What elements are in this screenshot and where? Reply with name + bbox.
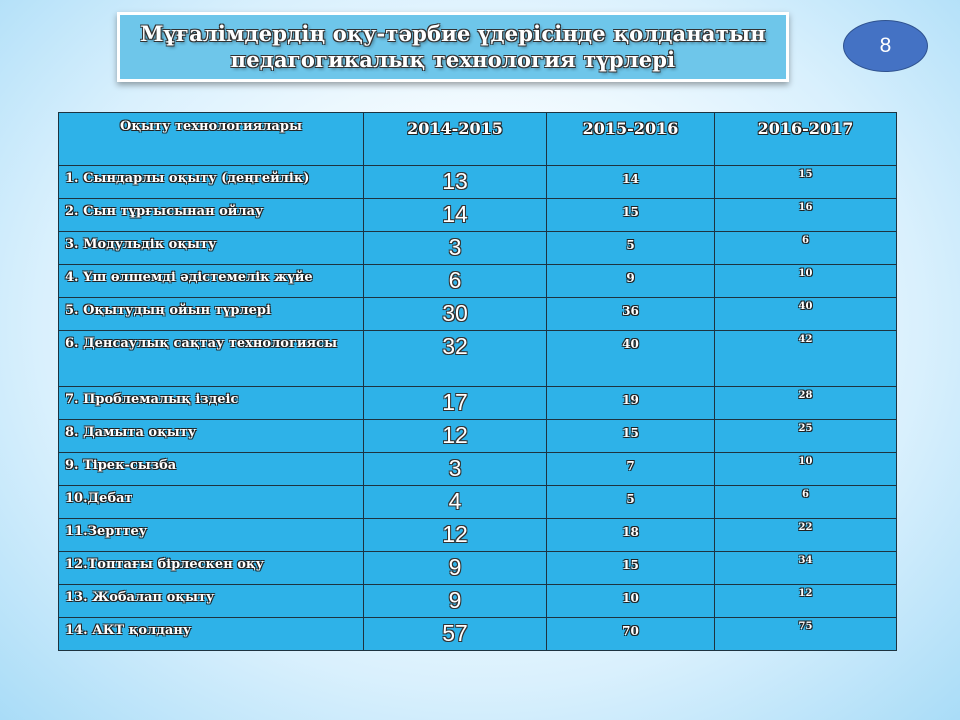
value-2015-2016: 18	[547, 519, 715, 552]
value-2016-2017: 10	[715, 265, 897, 298]
value-2016-2017: 75	[715, 618, 897, 651]
value-2014-2015: 6	[364, 265, 547, 298]
row-name: 12.Топтағы бірлескен оқу	[59, 552, 364, 585]
slide-title-box	[117, 12, 789, 82]
table-header-row	[59, 113, 897, 166]
table-row	[59, 166, 897, 199]
value-2015-2016: 15	[547, 420, 715, 453]
value-2015-2016: 19	[547, 387, 715, 420]
table-row	[59, 486, 897, 519]
value-2014-2015: 14	[364, 199, 547, 232]
value-2014-2015: 17	[364, 387, 547, 420]
table-row	[59, 199, 897, 232]
row-name: 7. Проблемалық іздеіс	[59, 387, 364, 420]
header-2015-2016: 2015-2016	[547, 113, 715, 166]
row-name: 6. Денсаулық сақтау технологиясы	[59, 331, 364, 387]
value-2016-2017: 42	[715, 331, 897, 387]
value-2016-2017: 16	[715, 199, 897, 232]
value-2015-2016: 36	[547, 298, 715, 331]
table-row	[59, 585, 897, 618]
header-2014-2015: 2014-2015	[364, 113, 547, 166]
row-name: 4. Үш өлшемді әдістемелік жүйе	[59, 265, 364, 298]
table-row	[59, 232, 897, 265]
row-name: 1. Сындарлы оқыту (деңгейлік)	[59, 166, 364, 199]
header-technologies: Оқыту технологиялары	[59, 113, 364, 166]
value-2015-2016: 40	[547, 331, 715, 387]
row-name: 11.Зерттеу	[59, 519, 364, 552]
value-2015-2016: 5	[547, 232, 715, 265]
value-2016-2017: 25	[715, 420, 897, 453]
value-2016-2017: 22	[715, 519, 897, 552]
value-2015-2016: 10	[547, 585, 715, 618]
value-2014-2015: 30	[364, 298, 547, 331]
slide-title-line-2: педагогикалық технология түрлері	[230, 47, 676, 72]
table-row	[59, 265, 897, 298]
value-2015-2016: 14	[547, 166, 715, 199]
table-row	[59, 420, 897, 453]
table-row	[59, 552, 897, 585]
row-name: 14. АКТ қолдану	[59, 618, 364, 651]
value-2014-2015: 3	[364, 232, 547, 265]
page-number-badge: 8	[843, 20, 928, 72]
value-2015-2016: 15	[547, 552, 715, 585]
table-row	[59, 387, 897, 420]
value-2015-2016: 15	[547, 199, 715, 232]
value-2016-2017: 34	[715, 552, 897, 585]
value-2016-2017: 40	[715, 298, 897, 331]
value-2014-2015: 12	[364, 519, 547, 552]
value-2015-2016: 9	[547, 265, 715, 298]
value-2014-2015: 57	[364, 618, 547, 651]
value-2014-2015: 3	[364, 453, 547, 486]
value-2014-2015: 9	[364, 585, 547, 618]
value-2016-2017: 28	[715, 387, 897, 420]
value-2015-2016: 7	[547, 453, 715, 486]
value-2014-2015: 4	[364, 486, 547, 519]
value-2016-2017: 10	[715, 453, 897, 486]
row-name: 13. Жобалап оқыту	[59, 585, 364, 618]
value-2014-2015: 13	[364, 166, 547, 199]
slide-title-line-1: Мұғалімдердің оқу-тәрбие үдерісінде қолданатын	[140, 21, 766, 46]
row-name: 5. Оқытудың ойын түрлері	[59, 298, 364, 331]
table-row	[59, 298, 897, 331]
row-name: 8. Дамыта оқыту	[59, 420, 364, 453]
row-name: 3. Модульдік оқыту	[59, 232, 364, 265]
technology-table	[58, 112, 897, 651]
value-2016-2017: 6	[715, 232, 897, 265]
row-name: 9. Тірек-сызба	[59, 453, 364, 486]
value-2014-2015: 9	[364, 552, 547, 585]
value-2016-2017: 15	[715, 166, 897, 199]
table-row	[59, 519, 897, 552]
table-row	[59, 331, 897, 387]
value-2016-2017: 6	[715, 486, 897, 519]
row-name: 2. Сын тұрғысынан ойлау	[59, 199, 364, 232]
header-2016-2017: 2016-2017	[715, 113, 897, 166]
table-row	[59, 453, 897, 486]
row-name: 10.Дебат	[59, 486, 364, 519]
value-2014-2015: 12	[364, 420, 547, 453]
value-2014-2015: 32	[364, 331, 547, 387]
value-2015-2016: 5	[547, 486, 715, 519]
value-2015-2016: 70	[547, 618, 715, 651]
table-row	[59, 618, 897, 651]
value-2016-2017: 12	[715, 585, 897, 618]
